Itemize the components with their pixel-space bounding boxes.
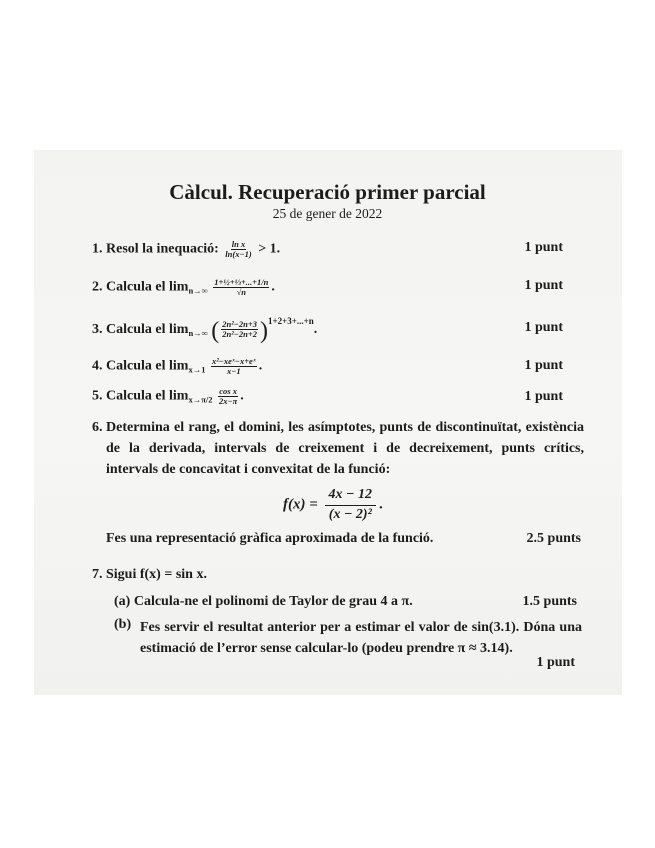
- question-text: Resol la inequació:: [106, 241, 219, 257]
- question-7a: [114, 594, 413, 610]
- question-text: Calcula el lim: [106, 358, 189, 374]
- question-3: [92, 316, 317, 345]
- question-7b-label: (b): [114, 617, 132, 632]
- formula-tail: .: [379, 496, 383, 513]
- formula-lhs: f(x) =: [283, 496, 318, 513]
- q6-followup: Fes una representació gràfica aproximada de la funció.: [106, 531, 434, 546]
- fraction-numerator: x²−xeˣ−x+eˣ: [211, 356, 256, 366]
- question-2-points: 1 punt: [524, 278, 563, 293]
- limit-subscript: x→π/2: [188, 394, 213, 405]
- question-fraction: [211, 357, 257, 376]
- limit-subscript: x→1: [188, 364, 206, 375]
- question-1: [92, 240, 280, 259]
- question-fraction: [213, 278, 269, 297]
- question-number: 4.: [92, 358, 103, 374]
- limit-subscript: n→∞: [188, 328, 208, 338]
- question-number: 1.: [92, 241, 103, 257]
- question-4-points: 1 punt: [524, 358, 563, 373]
- fraction-denominator: x−1: [227, 365, 241, 376]
- question-fraction: [221, 320, 258, 339]
- question-6-points: 2.5 punts: [526, 531, 581, 546]
- formula-numerator: 4x − 12: [325, 487, 376, 506]
- q6-formula: [283, 487, 383, 524]
- subquestion-text: Calcula-ne el polinomi de Taylor de grau 4 a π.: [133, 594, 413, 609]
- question-tail: .: [313, 322, 318, 337]
- fraction-numerator: cos x: [219, 386, 237, 396]
- question-tail: .: [240, 388, 244, 404]
- question-text: Calcula el lim: [106, 322, 189, 337]
- question-number: 7.: [92, 567, 103, 582]
- question-text: Calcula el lim: [106, 279, 189, 295]
- question-tail: .: [271, 279, 275, 295]
- question-3-points: 1 punt: [524, 320, 563, 335]
- exponent: 1+2+3+...+n: [267, 316, 314, 326]
- right-paren: ): [259, 318, 268, 344]
- question-2: [92, 278, 275, 297]
- question-4: [92, 357, 262, 376]
- fraction-denominator: √n: [236, 286, 246, 297]
- question-7a-points: 1.5 punts: [522, 594, 577, 609]
- question-7b-points: 1 punt: [536, 655, 575, 670]
- question-fraction: [224, 240, 252, 259]
- fraction-denominator: 2n²−2n+2: [222, 329, 257, 340]
- exam-date: 25 de gener de 2022: [272, 206, 383, 221]
- formula-denominator: (x − 2)²: [328, 506, 372, 522]
- fraction-denominator: ln(x−1): [225, 248, 252, 259]
- page-title: Càlcul. Recuperació primer parcial: [169, 180, 486, 204]
- question-1-points: 1 punt: [524, 240, 563, 255]
- question-6-number: 6.: [92, 420, 103, 435]
- fraction-numerator: ln x: [231, 239, 246, 249]
- question-fraction: [218, 387, 238, 406]
- subquestion-label: (a): [114, 594, 131, 609]
- left-paren: (: [211, 318, 220, 344]
- formula-fraction: [325, 487, 376, 524]
- question-5: [92, 387, 244, 406]
- question-number: 2.: [92, 279, 103, 295]
- question-7b-text: Fes servir el resultat anterior per a estimar el valor de sin(3.1). Dóna una estimació de l’error sense calcular-lo (podeu prendre π ≈ 3.14).: [140, 620, 582, 656]
- question-number: 5.: [92, 388, 103, 404]
- question-6-text: Determina el rang, el domini, les asímptotes, punts de discontinuïtat, existència de la derivada, intervals de creixement i de decreixement, punts crítics, intervals de concavitat i convexitat de la funció:: [106, 420, 584, 477]
- fraction-numerator: 2n²−2n+3: [222, 319, 257, 330]
- question-number: 3.: [92, 322, 103, 337]
- limit-subscript: n→∞: [188, 285, 208, 296]
- fraction-numerator: 1+½+⅓+...+1/n: [214, 277, 269, 287]
- question-7-intro: Sigui f(x) = sin x.: [106, 567, 207, 582]
- question-tail: .: [258, 358, 263, 374]
- fraction-denominator: 2x−π: [218, 395, 238, 406]
- question-5-points: 1 punt: [524, 389, 563, 404]
- question-7: [92, 567, 207, 583]
- question-text: Calcula el lim: [106, 388, 189, 404]
- question-tail: > 1.: [258, 241, 281, 257]
